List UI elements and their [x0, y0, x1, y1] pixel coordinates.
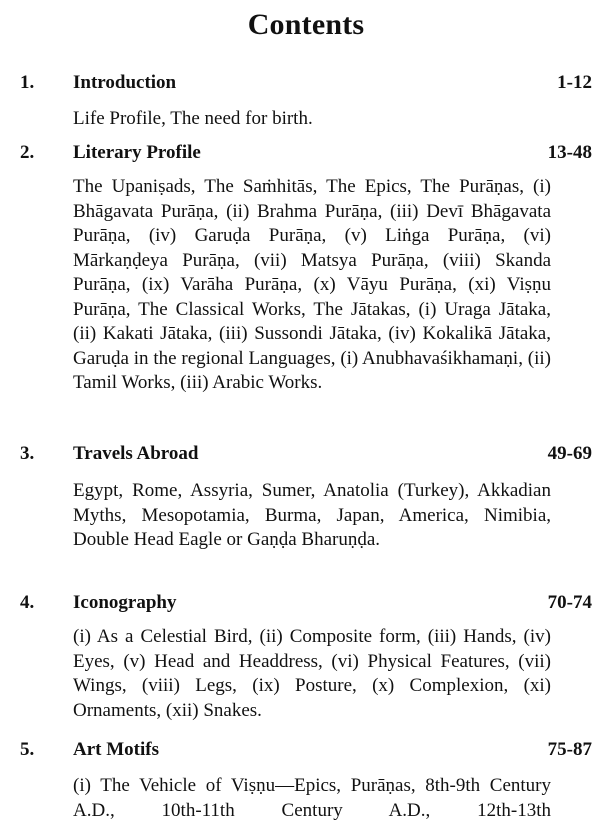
entry-pages: 1-12 [557, 72, 592, 93]
entry-number: 4. [20, 592, 35, 613]
entry-heading: Literary Profile [73, 142, 201, 163]
entry-heading: Iconography [73, 592, 177, 613]
entry-pages: 70-74 [547, 592, 592, 613]
entry-number: 5. [20, 739, 35, 760]
entry-heading: Introduction [73, 72, 177, 93]
entry-heading: Travels Abroad [73, 443, 199, 464]
entry-pages: 13-48 [547, 142, 592, 163]
entry-description: (i) The Vehicle of Viṣṇu—Epics, Purāṇas, 8th-9th Century A.D., 10th-11th Century A.D., 12th-13th [73, 775, 551, 821]
entry-number: 3. [20, 443, 35, 464]
entry-number: 2. [20, 142, 35, 163]
entry-description: Life Profile, The need for birth. [73, 108, 313, 129]
page-title: Contents [247, 8, 365, 41]
entry-pages: 75-87 [547, 739, 592, 760]
entry-pages: 49-69 [547, 443, 592, 464]
entry-number: 1. [20, 72, 35, 93]
entry-heading: Art Motifs [73, 739, 159, 760]
entry-description: The Upaniṣads, The Saṁhitās, The Epics, The Purāṇas, (i) Bhāgavata Purāṇa, (ii) Brahma Purāṇa, (iii) Devī Bhāgavata Purāṇa, (iv) Garuḍa Purāṇa, (v) Liṅga Purāṇa, (vi) Mārkaṇḍeya Purāṇa, (vii) Matsya Purāṇa, (viii) Skanda Purāṇa, (ix) Varāha Purāṇa, (x) Vāyu Purāṇa, (xi) Viṣṇu Purāṇa, The Classical Works, The Jātakas, (i) Uraga Jātaka, (ii) Kakati Jātaka, (iii) Sussondi Jātaka, (iv) Kokalikā Jātaka, Garuḍa in the regional Languages, (i) Anubhavaśikhamaṇi, (ii) Tamil Works, (iii) Arabic Works. [73, 176, 551, 393]
entry-description: (i) As a Celestial Bird, (ii) Composite form, (iii) Hands, (iv) Eyes, (v) Head and Headdress, (vi) Physical Features, (vii) Wings, (viii) Legs, (ix) Posture, (x) Complexion, (xi) Ornaments, (xii) Snakes. [73, 626, 551, 721]
entry-description: Egypt, Rome, Assyria, Sumer, Anatolia (Turkey), Akkadian Myths, Mesopotamia, Burma, Japan, America, Nimibia, Double Head Eagle or Gaṇḍa Bharuṇḍa. [73, 480, 551, 550]
